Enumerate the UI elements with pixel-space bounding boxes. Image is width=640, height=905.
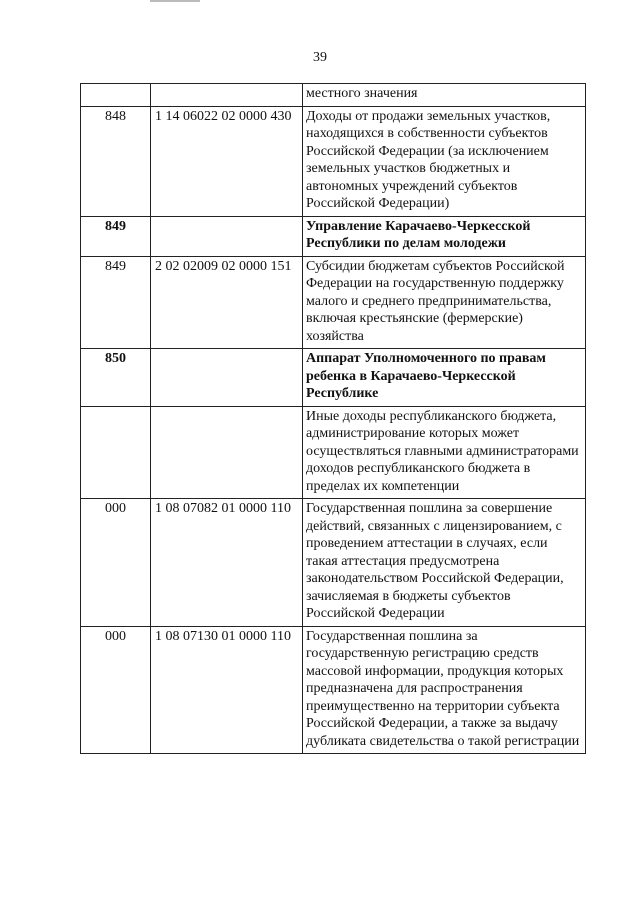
table-row bbox=[81, 106, 586, 216]
administrator-code-cell: 849 bbox=[81, 256, 151, 349]
revenue-name-cell: Государственная пошлина за совершение действий, связанных с лицензированием, с проведением аттестации в случаях, если такая аттестация предусмотрена законодательством Российской Федерации, зачисляемая в бюджеты субъектов Российской Федерации bbox=[303, 499, 586, 627]
administrator-name-cell: Управление Карачаево-Черкесской Республики по делам молодежи bbox=[303, 216, 586, 256]
table-row bbox=[81, 499, 586, 627]
revenue-classification-code-cell bbox=[151, 349, 303, 407]
revenue-codes-table bbox=[80, 83, 586, 754]
table-row bbox=[81, 84, 586, 107]
table-row bbox=[81, 406, 586, 499]
administrator-code-cell: 849 bbox=[81, 216, 151, 256]
revenue-name-cell: местного значения bbox=[303, 84, 586, 107]
administrator-name-cell: Аппарат Уполномоченного по правам ребенка в Карачаево-Черкесской Республике bbox=[303, 349, 586, 407]
revenue-name-cell: Доходы от продажи земельных участков, находящихся в собственности субъектов Российской Федерации (за исключением земельных участков бюджетных и автономных учреждений субъектов Российской Федерации) bbox=[303, 106, 586, 216]
revenue-classification-code-cell: 1 08 07130 01 0000 110 bbox=[151, 626, 303, 754]
administrator-code-cell bbox=[81, 406, 151, 499]
revenue-classification-code-cell: 2 02 02009 02 0000 151 bbox=[151, 256, 303, 349]
table-row bbox=[81, 256, 586, 349]
page-number: 39 bbox=[313, 50, 327, 65]
revenue-name-cell: Государственная пошлина за государственную регистрацию средств массовой информации, продукция которых предназначена для распространения преимущественно на территории субъекта Российской Федерации, а также за выдачу дубликата свидетельства о такой регистрации bbox=[303, 626, 586, 754]
revenue-classification-code-cell bbox=[151, 84, 303, 107]
revenue-classification-code-cell: 1 14 06022 02 0000 430 bbox=[151, 106, 303, 216]
table-row bbox=[81, 626, 586, 754]
administrator-header-row bbox=[81, 349, 586, 407]
revenue-name-cell: Иные доходы республиканского бюджета, администрирование которых может осуществляться главными администраторами доходов республиканского бюджета в пределах их компетенции bbox=[303, 406, 586, 499]
administrator-code-cell: 850 bbox=[81, 349, 151, 407]
administrator-code-cell: 000 bbox=[81, 626, 151, 754]
administrator-header-row bbox=[81, 216, 586, 256]
revenue-classification-code-cell bbox=[151, 216, 303, 256]
revenue-classification-code-cell: 1 08 07082 01 0000 110 bbox=[151, 499, 303, 627]
revenue-classification-code-cell bbox=[151, 406, 303, 499]
administrator-code-cell bbox=[81, 84, 151, 107]
revenue-name-cell: Субсидии бюджетам субъектов Российской Федерации на государственную поддержку малого и среднего предпринимательства, включая крестьянские (фермерские) хозяйства bbox=[303, 256, 586, 349]
administrator-code-cell: 848 bbox=[81, 106, 151, 216]
administrator-code-cell: 000 bbox=[81, 499, 151, 627]
scan-artifact bbox=[150, 0, 200, 2]
